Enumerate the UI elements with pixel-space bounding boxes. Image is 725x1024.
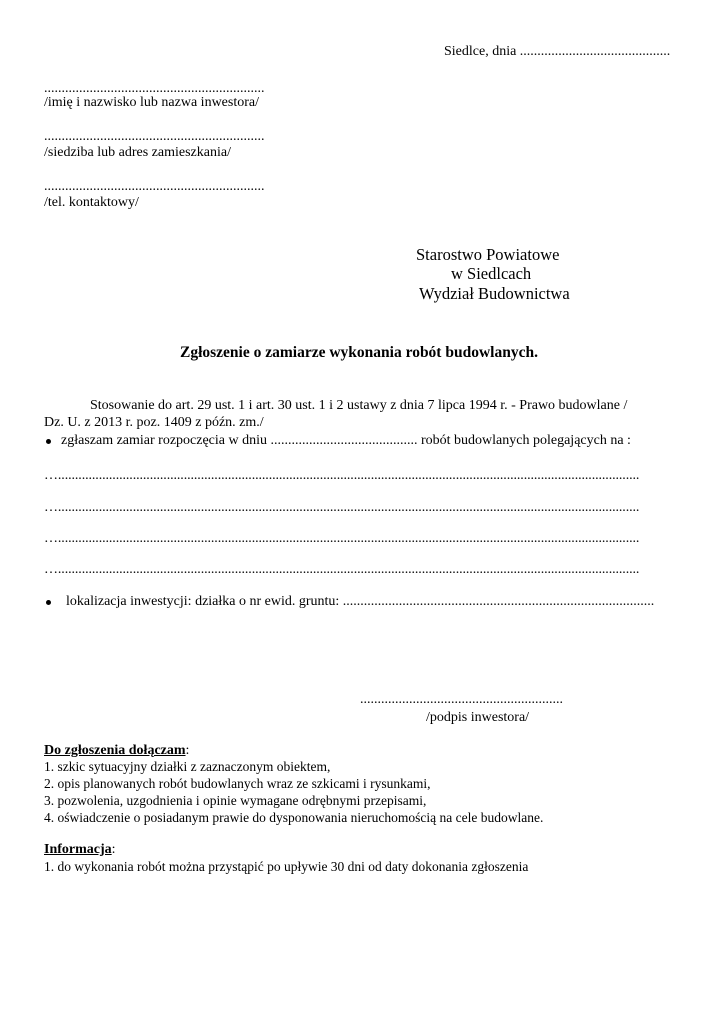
- legal-basis-line-2: Dz. U. z 2013 r. poz. 1409 z późn. zm./: [44, 415, 264, 430]
- applicant-name-label: /imię i nazwisko lub nazwa inwestora/: [44, 95, 259, 110]
- recipient-line-2: w Siedlcach: [451, 264, 532, 283]
- attachment-item-2: 2. opis planowanych robót budowlanych wraz ze szkicami i rysunkami,: [44, 776, 431, 791]
- location-line: lokalizacja inwestycji: działka o nr ewid. gruntu: .........................................................................................: [66, 594, 655, 609]
- signature-label: /podpis inwestora/: [426, 710, 530, 725]
- info-item-1: 1. do wykonania robót można przystąpić po upływie 30 dni od daty dokonania zgłoszenia: [44, 859, 529, 874]
- dotted-line-4: …...........................................................................................................................................................................: [44, 562, 640, 577]
- signature-line: ..........................................................: [360, 692, 563, 707]
- place-date-line: Siedlce, dnia ...........................................: [444, 44, 671, 59]
- bullet-icon: [46, 600, 51, 605]
- recipient-line-1: Starostwo Powiatowe: [416, 245, 560, 264]
- applicant-address-label: /siedziba lub adres zamieszkania/: [44, 145, 231, 160]
- info-heading-colon: :: [111, 842, 116, 857]
- applicant-name-line: ...............................................................: [44, 81, 265, 96]
- applicant-phone-line: ...............................................................: [44, 179, 265, 194]
- attachment-item-4: 4. oświadczenie o posiadanym prawie do dysponowania nieruchomością na cele budowlane.: [44, 810, 544, 825]
- bullet-icon: [46, 439, 51, 444]
- attachments-heading-text: Do zgłoszenia dołączam: [44, 743, 186, 758]
- applicant-phone-label: /tel. kontaktowy/: [44, 195, 139, 210]
- legal-basis-line-1: Stosowanie do art. 29 ust. 1 i art. 30 ust. 1 i 2 ustawy z dnia 7 lipca 1994 r. - Prawo budowlane /: [90, 398, 628, 413]
- recipient-line-3: Wydział Budownictwa: [419, 284, 570, 303]
- dotted-line-2: …...........................................................................................................................................................................: [44, 500, 640, 515]
- works-start-line: zgłaszam zamiar rozpoczęcia w dniu .......................................... robót budowlanych polegających na :: [61, 433, 631, 448]
- document-title: Zgłoszenie o zamiarze wykonania robót budowlanych.: [180, 344, 538, 361]
- attachments-heading: [44, 744, 189, 758]
- info-heading: [44, 843, 116, 857]
- dotted-line-3: …...........................................................................................................................................................................: [44, 531, 640, 546]
- applicant-address-line: ...............................................................: [44, 129, 265, 144]
- attachment-item-1: 1. szkic sytuacyjny działki z zaznaczonym obiektem,: [44, 759, 331, 774]
- info-heading-text: Informacja: [44, 842, 112, 857]
- attachment-item-3: 3. pozwolenia, uzgodnienia i opinie wymagane odrębnymi przepisami,: [44, 793, 427, 808]
- dotted-line-1: …...........................................................................................................................................................................: [44, 468, 640, 483]
- attachments-heading-colon: :: [185, 743, 190, 758]
